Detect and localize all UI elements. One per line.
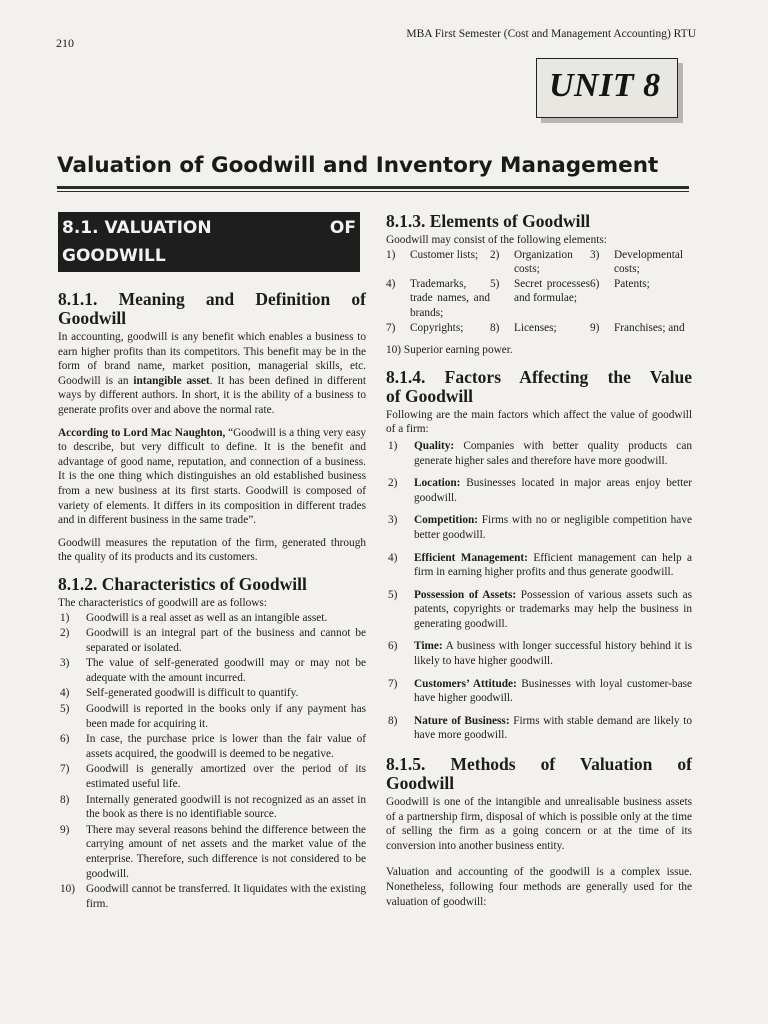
factor-label: Possession of Assets:: [414, 588, 517, 601]
item-text: Organization costs;: [514, 248, 573, 276]
factor-item: [386, 677, 692, 706]
characteristic-item: [58, 823, 366, 881]
item-text: In case, the purchase price is lower than the fair value of assets acquired, the goodwill is deemed to be negative.: [86, 733, 366, 760]
left-column: [58, 212, 366, 912]
banner-text-1: 8.1. VALUATION: [62, 218, 212, 238]
factor-text: Firms with no or negligible competition have better goodwill.: [414, 514, 692, 541]
characteristic-item: [58, 732, 366, 761]
item-text: Secret processes and formulae;: [514, 277, 590, 305]
factor-item: [386, 588, 692, 632]
definition-paragraph: According to Lord Mac Naughton, “Goodwill is a thing very easy to describe, but very difficult to define. It is the benefit and advantage of good name, reputation, and connection of a business. It is the one thing which distinguishes an old established business from a new business at its first starts. Goodwill is composed of variety of elements. It differs in its composition in different trades and in different business in the same trade”.: [58, 426, 366, 527]
item-text: There may several reasons behind the difference between the carrying amount of net assets and the market value of the enterprise. Therefore, such difference is not considered to be goodwill.: [86, 823, 366, 880]
item-number: 8): [60, 793, 70, 806]
factor-text: Possession of various assets such as patents, copyrights or trademarks may help the business in generating goodwill.: [414, 588, 692, 630]
item-number: 5): [388, 588, 398, 601]
item-number: 3): [60, 657, 70, 670]
item-text: Goodwill is a real asset as well as an intangible asset.: [86, 611, 328, 624]
item-number: 4): [386, 277, 396, 290]
factor-label: Nature of Business:: [414, 714, 510, 727]
item-number: 4): [60, 687, 70, 700]
element-item: [386, 248, 490, 277]
factor-label: Competition:: [414, 514, 479, 527]
factors-intro: Following are the main factors which affect the value of goodwill of a firm:: [386, 408, 692, 436]
item-number: 4): [388, 551, 398, 564]
right-column: [386, 212, 692, 917]
unit-box: [536, 58, 678, 118]
item-text: Developmental costs;: [614, 248, 684, 276]
item-number: 7): [388, 677, 398, 690]
heading-8-1-4: 8.1.4. Factors Affecting the Value of Goodwill: [386, 366, 692, 406]
heading-8-1-1: 8.1.1. Meaning and Definition of Goodwill: [58, 289, 366, 328]
item-text: Trademarks, trade names, and brands;: [410, 277, 490, 319]
item-text: The value of self-generated goodwill may or may not be adequate with the amount incurred.: [86, 657, 366, 684]
meaning-paragraph: In accounting, goodwill is any benefit which enables a business to earn higher profits than its competitors. This benefit may be in the form of brand name, market position, managerial skills, etc. Goodwill is an intangible asset. It has been defined in different ways by different authors. In short, it is the ability of a business to generate profits over and above the normal rate.: [58, 331, 366, 416]
item-number: 3): [590, 248, 600, 261]
item-text: Franchises; and: [614, 321, 685, 334]
chapter-title: Valuation of Goodwill and Inventory Management: [57, 153, 659, 178]
factor-text: A business with longer successful history behind it is likely to have higher goodwill.: [414, 640, 692, 668]
element-item: [590, 248, 692, 277]
item-number: 10): [60, 883, 76, 896]
element-item: [490, 277, 590, 321]
characteristic-item: [58, 793, 366, 822]
characteristic-item: [58, 656, 366, 685]
characteristic-item: [58, 702, 366, 731]
element-item: [386, 321, 490, 336]
factor-item: [386, 476, 692, 505]
banner-text-2: OF: [329, 218, 356, 238]
element-item: [590, 321, 692, 336]
factor-item: [386, 714, 692, 743]
item-text: Customer lists;: [410, 248, 479, 261]
characteristic-item: [58, 686, 366, 701]
characteristics-intro: The characteristics of goodwill are as follows:: [58, 596, 267, 609]
item-number: 5): [60, 703, 70, 716]
elements-item-10: 10) Superior earning power.: [386, 344, 513, 357]
item-number: 2): [388, 477, 398, 490]
item-text: Licenses;: [514, 321, 557, 334]
page-number: 210: [56, 36, 74, 50]
item-number: 5): [490, 277, 500, 290]
banner-text-3: GOODWILL: [62, 246, 166, 266]
factor-item: [386, 513, 692, 542]
running-head: MBA First Semester (Cost and Management Accounting) RTU: [406, 28, 696, 40]
item-text: Internally generated goodwill is not recognized as an asset in the book as there is no identifiable source.: [86, 793, 366, 821]
elements-grid: [386, 248, 692, 336]
item-number: 2): [490, 248, 500, 261]
factor-text: Businesses located in major areas enjoy better goodwill.: [414, 477, 692, 504]
item-text: Copyrights;: [410, 321, 464, 334]
item-number: 8): [490, 321, 500, 334]
element-item: [590, 277, 692, 321]
factor-item: [386, 439, 692, 468]
item-number: 1): [388, 439, 398, 452]
item-number: 8): [388, 714, 398, 727]
section-banner: [58, 212, 360, 272]
factor-label: Time:: [414, 640, 443, 653]
methods-paragraph-2: Valuation and accounting of the goodwill is a complex issue. Nonetheless, following four methods are generally used for the valuation of goodwill:: [386, 866, 692, 908]
factor-label: Customers’ Attitude:: [414, 677, 517, 690]
item-number: 3): [388, 514, 398, 527]
item-number: 9): [60, 823, 70, 836]
factor-label: Efficient Management:: [414, 551, 528, 564]
unit-label: UNIT 8: [549, 67, 661, 104]
element-item: [490, 248, 590, 277]
item-text: Self-generated goodwill is difficult to quantify.: [86, 687, 299, 700]
item-number: 7): [386, 321, 396, 334]
characteristic-item: [58, 762, 366, 791]
factor-text: Firms with stable demand are likely to have more goodwill.: [414, 714, 692, 742]
factor-item: [386, 551, 692, 580]
factor-item: [386, 639, 692, 668]
item-text: Patents;: [614, 277, 650, 290]
item-number: 6): [388, 640, 398, 653]
characteristic-item: [58, 611, 366, 626]
heading-8-1-5: 8.1.5. Methods of Valuation of Goodwill: [386, 754, 692, 794]
reputation-paragraph: Goodwill measures the reputation of the firm, generated through the quality of its products and its customers.: [58, 536, 366, 564]
title-rule-thick: [57, 186, 689, 189]
item-number: 1): [60, 611, 70, 624]
item-number: 2): [60, 627, 70, 640]
element-item: [490, 321, 590, 336]
item-number: 6): [60, 733, 70, 746]
item-text: Goodwill is an integral part of the business and cannot be separated or isolated.: [86, 627, 366, 654]
item-number: 1): [386, 248, 396, 261]
title-rule-thin: [57, 191, 689, 192]
item-number: 9): [590, 321, 600, 334]
elements-intro: Goodwill may consist of the following elements:: [386, 234, 607, 246]
factor-text: Companies with better quality products can generate higher sales and therefore have more goodwill.: [414, 439, 692, 467]
item-text: Goodwill is generally amortized over the period of its estimated useful life.: [86, 763, 366, 791]
factor-text: Businesses with loyal customer-base have higher goodwill.: [414, 677, 692, 705]
item-number: 7): [60, 763, 70, 776]
characteristics-list: [58, 611, 366, 912]
item-number: 6): [590, 277, 600, 290]
characteristic-item: [58, 626, 366, 655]
item-text: Goodwill cannot be transferred. It liquidates with the existing firm.: [86, 883, 366, 910]
element-item: [386, 277, 490, 321]
factor-text: Efficient management can help a firm in earning higher profits and thus generate goodwill.: [414, 551, 692, 579]
heading-8-1-2: 8.1.2. Characteristics of Goodwill: [58, 573, 307, 594]
factor-label: Quality:: [414, 439, 455, 452]
item-text: Goodwill is reported in the books only if any payment has been made for acquiring it.: [86, 703, 366, 730]
factor-label: Location:: [414, 477, 461, 490]
heading-8-1-3: 8.1.3. Elements of Goodwill: [386, 211, 591, 231]
methods-paragraph-1: Goodwill is one of the intangible and unrealisable business assets of a partnership firm, disposal of which is possible only at the time of selling the firm as a going concern or at the time of its conversion into another business entity.: [386, 796, 692, 852]
characteristic-item: [58, 882, 366, 911]
factors-list: [386, 439, 692, 743]
